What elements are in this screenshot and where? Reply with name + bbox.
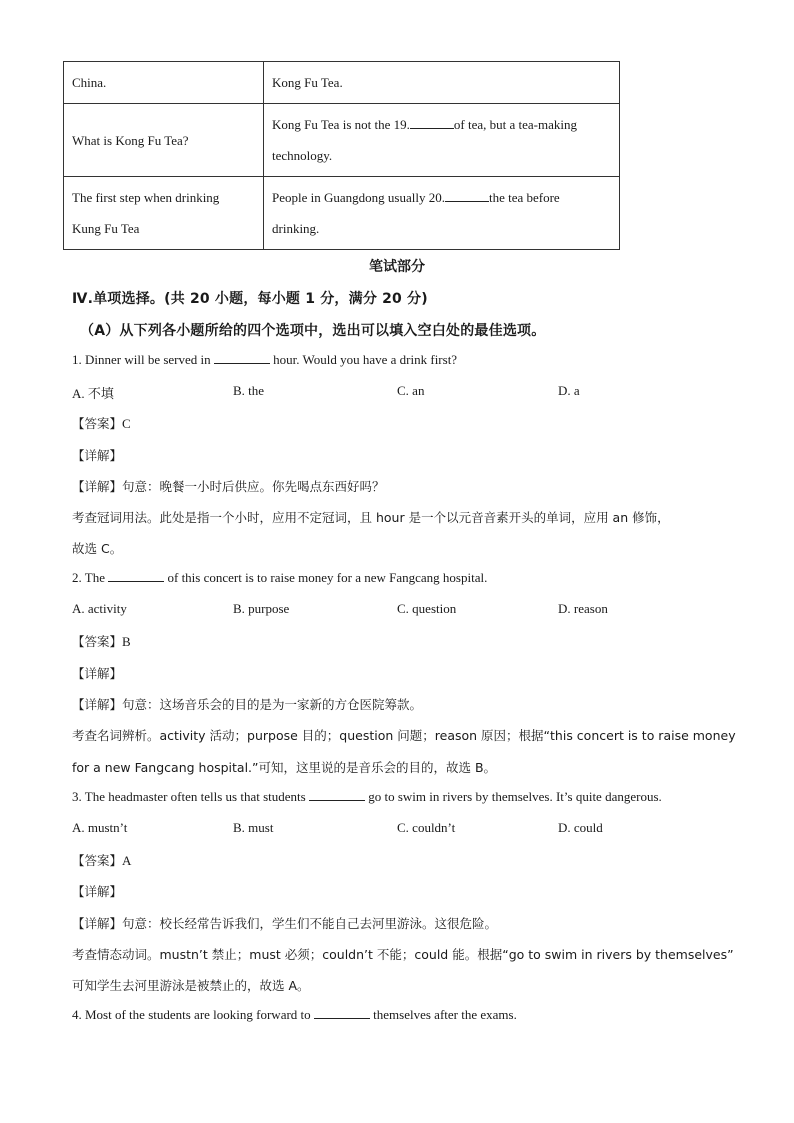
table-cell <box>264 104 620 177</box>
stem-text: 2. The <box>72 570 109 585</box>
answer-value: B <box>122 634 131 649</box>
cell-text: drinking. <box>272 221 320 236</box>
answer-line <box>72 414 131 432</box>
answer-tag: 【答案】 <box>72 416 123 431</box>
explanation-line: 考查名词辨析。activity 活动；purpose 目的；question 问题；reason 原因；根据“this concert is to raise money <box>72 728 736 743</box>
explanation-text: 句意：校长经常告诉我们，学生们不能自己去河里游泳。这很危险。 <box>122 916 498 931</box>
table-row <box>64 104 620 177</box>
answer-blank <box>314 1008 370 1019</box>
explanation-line: 考查情态动词。mustn’t 禁止；must 必须；couldn’t 不能；could 能。根据“go to swim in rivers by themselves” <box>72 947 734 962</box>
answer-line <box>72 632 131 650</box>
explanation-line: for a new Fangcang hospital.”可知，这里说的是音乐会的目的，故选 B。 <box>72 760 497 775</box>
cell-text: People in Guangdong usually 20. <box>272 190 445 205</box>
question-stem <box>72 352 457 368</box>
option-a: A. activity <box>72 601 127 616</box>
answer-value: A <box>122 853 132 868</box>
detail-tag: 【详解】 <box>72 666 123 681</box>
explanation-text: 句意：这场音乐会的目的是为一家新的方仓医院筹款。 <box>122 697 423 712</box>
cell-text: Kong Fu Tea is not the 19. <box>272 117 410 132</box>
sub-heading: （A）从下列各小题所给的四个选项中，选出可以填入空白处的最佳选项。 <box>80 323 546 339</box>
detail-tag: 【详解】 <box>72 884 123 899</box>
table-row <box>64 177 620 250</box>
table-cell: China. <box>64 62 264 104</box>
option-b: B. must <box>233 820 274 835</box>
stem-text: 1. Dinner will be served in <box>72 352 214 367</box>
detail-tag: 【详解】 <box>72 448 123 463</box>
option-a: A. mustn’t <box>72 820 128 835</box>
detail-tag: 【详解】 <box>72 479 123 494</box>
explanation-line: 考查冠词用法。此处是指一个小时，应用不定冠词，且 hour 是一个以元音音素开头的单词，应用 an 修饰， <box>72 510 670 525</box>
question-stem <box>72 570 487 586</box>
detail-tag: 【详解】 <box>72 697 123 712</box>
part-heading: Ⅳ.单项选择。(共 20 小题，每小题 1 分，满分 20 分) <box>72 291 428 307</box>
answer-blank <box>309 790 365 801</box>
cell-text: of tea, but a tea-making <box>453 117 577 132</box>
cell-text: The first step when drinking <box>72 190 220 205</box>
answer-line <box>72 851 131 869</box>
kong-fu-tea-table <box>63 61 620 250</box>
answer-blank <box>445 191 489 202</box>
detail-tag: 【详解】 <box>72 916 123 931</box>
option-c: C. question <box>397 601 457 616</box>
explanation-line: 故选 C。 <box>72 541 123 556</box>
question-stem <box>72 1007 517 1023</box>
stem-text: 3. The headmaster often tells us that students <box>72 789 309 804</box>
table-cell <box>64 177 264 250</box>
stem-text: hour. Would you have a drink first? <box>269 352 458 367</box>
question-stem <box>72 789 662 805</box>
section-title: 笔试部分 <box>369 259 425 275</box>
option-d: D. reason <box>558 601 608 616</box>
option-d: D. a <box>558 383 580 398</box>
explanation-text: 句意：晚餐一小时后供应。你先喝点东西好吗？ <box>122 479 385 494</box>
explanation-line: 可知学生去河里游泳是被禁止的，故选 A。 <box>72 978 310 993</box>
option-c: C. couldn’t <box>397 820 456 835</box>
table-cell: Kong Fu Tea. <box>264 62 620 104</box>
table-cell: What is Kong Fu Tea? <box>64 104 264 177</box>
option-b: B. purpose <box>233 601 290 616</box>
answer-tag: 【答案】 <box>72 853 123 868</box>
explanation-line <box>72 695 422 713</box>
explanation-line <box>72 477 385 495</box>
answer-blank <box>214 353 270 364</box>
table-cell <box>264 177 620 250</box>
stem-text: 4. Most of the students are looking forward to <box>72 1007 314 1022</box>
stem-text: of this concert is to raise money for a new Fangcang hospital. <box>164 570 488 585</box>
stem-text: go to swim in rivers by themselves. It’s quite dangerous. <box>364 789 662 804</box>
answer-value: C <box>122 416 131 431</box>
cell-text: technology. <box>272 148 333 163</box>
option-d: D. could <box>558 820 603 835</box>
answer-blank <box>410 118 454 129</box>
cell-text: Kung Fu Tea <box>72 221 140 236</box>
stem-text: themselves after the exams. <box>369 1007 517 1022</box>
cell-text: the tea before <box>488 190 560 205</box>
answer-blank <box>108 571 164 582</box>
option-b: B. the <box>233 383 265 398</box>
answer-tag: 【答案】 <box>72 634 123 649</box>
explanation-line <box>72 914 497 932</box>
option-a: A. 不填 <box>72 386 114 401</box>
option-c: C. an <box>397 383 425 398</box>
table-row <box>64 62 620 104</box>
